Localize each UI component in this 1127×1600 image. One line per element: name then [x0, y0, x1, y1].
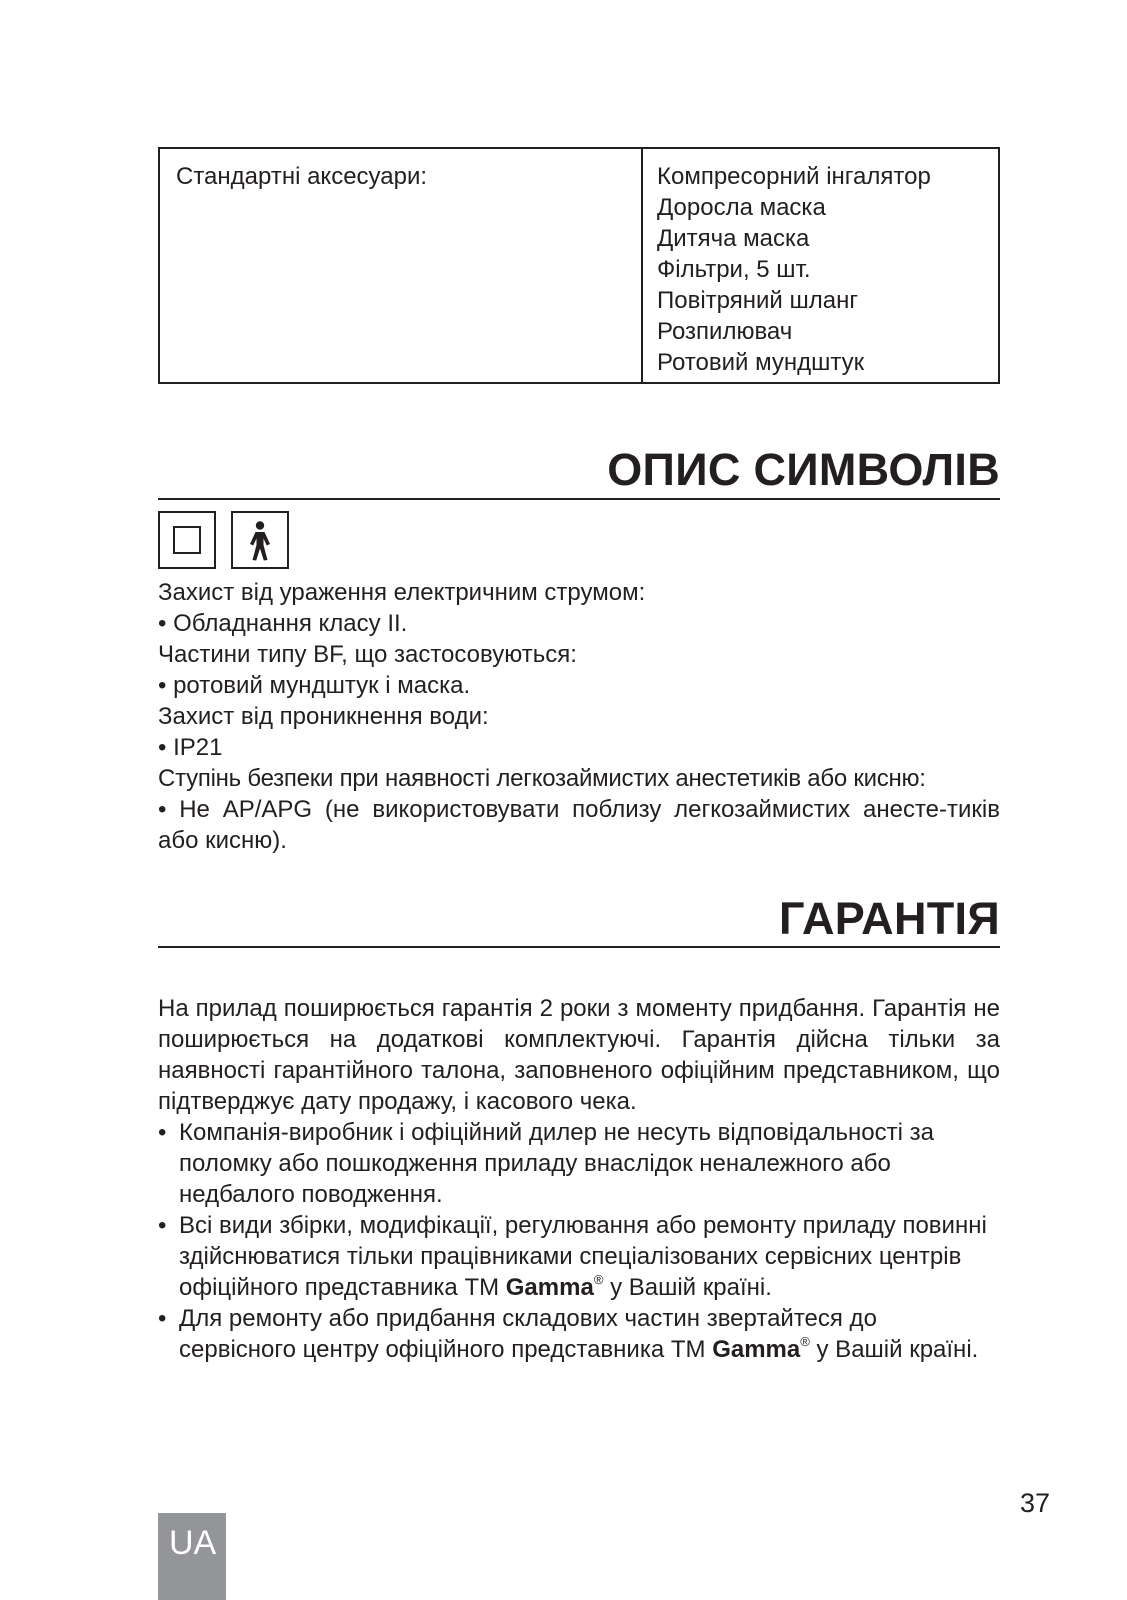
brand-name: Gamma: [712, 1336, 801, 1363]
accessory-item: Фільтри, 5 шт.: [657, 256, 811, 283]
symbol-line: Захист від проникнення води:: [158, 703, 489, 730]
accessory-item: Компресорний інгалятор: [657, 163, 931, 190]
accessory-item: Ротовий мундштук: [657, 349, 865, 376]
type-bf-person-icon: [231, 511, 289, 569]
symbol-icons: [158, 511, 289, 569]
symbol-line: Захист від ураження електричним струмом:: [158, 579, 646, 606]
language-tab: UA: [158, 1513, 226, 1600]
warranty-bullets: [158, 1117, 1000, 1365]
warranty-heading-rule: [158, 946, 1000, 948]
registered-mark: ®: [593, 1272, 604, 1287]
symbol-line: Ступінь безпеки при наявності легкозаймистих анестетиків або кисню:: [158, 765, 926, 792]
warranty-body: [158, 993, 1000, 1365]
warranty-bullet-text: у Вашій країні.: [809, 1336, 979, 1363]
warranty-bullet-text: Для ремонту або придбання складових частин звертайтеся до сервісного центру офіційного представника ТМ: [179, 1305, 877, 1363]
symbols-heading: ОПИС СИМВОЛІВ: [607, 444, 1000, 495]
symbol-line: Частини типу BF, що застосовуються:: [158, 641, 577, 668]
symbol-line: • IP21: [158, 734, 223, 761]
accessory-item: Доросла маска: [657, 194, 826, 221]
symbol-last-bullet: • Не AP/APG (не використовувати поблизу легкозаймистих анесте-тиків або кисню).: [158, 796, 1000, 854]
warranty-bullet: [158, 1210, 1000, 1303]
warranty-bullet-text: Всі види збірки, модифікації, регулювання або ремонту приладу повинні здійснюватися тільки працівниками спеціалізованих сервісних центрів офіційного представника ТМ: [179, 1212, 987, 1301]
warranty-paragraph: На прилад поширюється гарантія 2 роки з моменту придбання. Гарантія не поширюється на додаткові комплектуючі. Гарантія дійсна тільки за наявності гарантійного талона, заповненого офіційним представником, що підтверджує дату продажу, і касового чека.: [158, 995, 1000, 1115]
accessories-label-cell: [160, 149, 643, 382]
accessory-item: Повітряний шланг: [657, 287, 859, 314]
page-number: 37: [1020, 1488, 1051, 1518]
double-square-class-ii-icon: [158, 511, 216, 569]
warranty-bullet: [158, 1303, 1000, 1365]
bullet-mark: •: [158, 1212, 167, 1239]
warranty-bullet-text: у Вашій країні.: [603, 1274, 772, 1301]
accessory-item: Розпилювач: [657, 318, 793, 345]
accessories-table: [158, 147, 1000, 384]
symbols-description: [158, 577, 1000, 856]
bullet-mark: •: [158, 1119, 167, 1146]
registered-mark: ®: [800, 1334, 810, 1349]
accessories-label: Стандартні аксесуари:: [176, 163, 428, 190]
accessories-items-cell: [643, 149, 998, 382]
warranty-bullet: [158, 1117, 1000, 1210]
symbols-heading-rule: [158, 498, 1000, 500]
brand-name: Gamma: [505, 1274, 594, 1301]
warranty-heading: ГАРАНТІЯ: [779, 893, 1000, 944]
warranty-bullet-text: Компанія-виробник і офіційний дилер не несуть відповідальності за поломку або пошкодження приладу внаслідок неналежного або недбалого поводження.: [179, 1119, 934, 1208]
accessory-item: Дитяча маска: [657, 225, 810, 252]
symbol-line: • Обладнання класу II.: [158, 610, 408, 637]
symbol-line: • ротовий мундштук і маска.: [158, 672, 471, 699]
bullet-mark: •: [158, 1305, 167, 1332]
